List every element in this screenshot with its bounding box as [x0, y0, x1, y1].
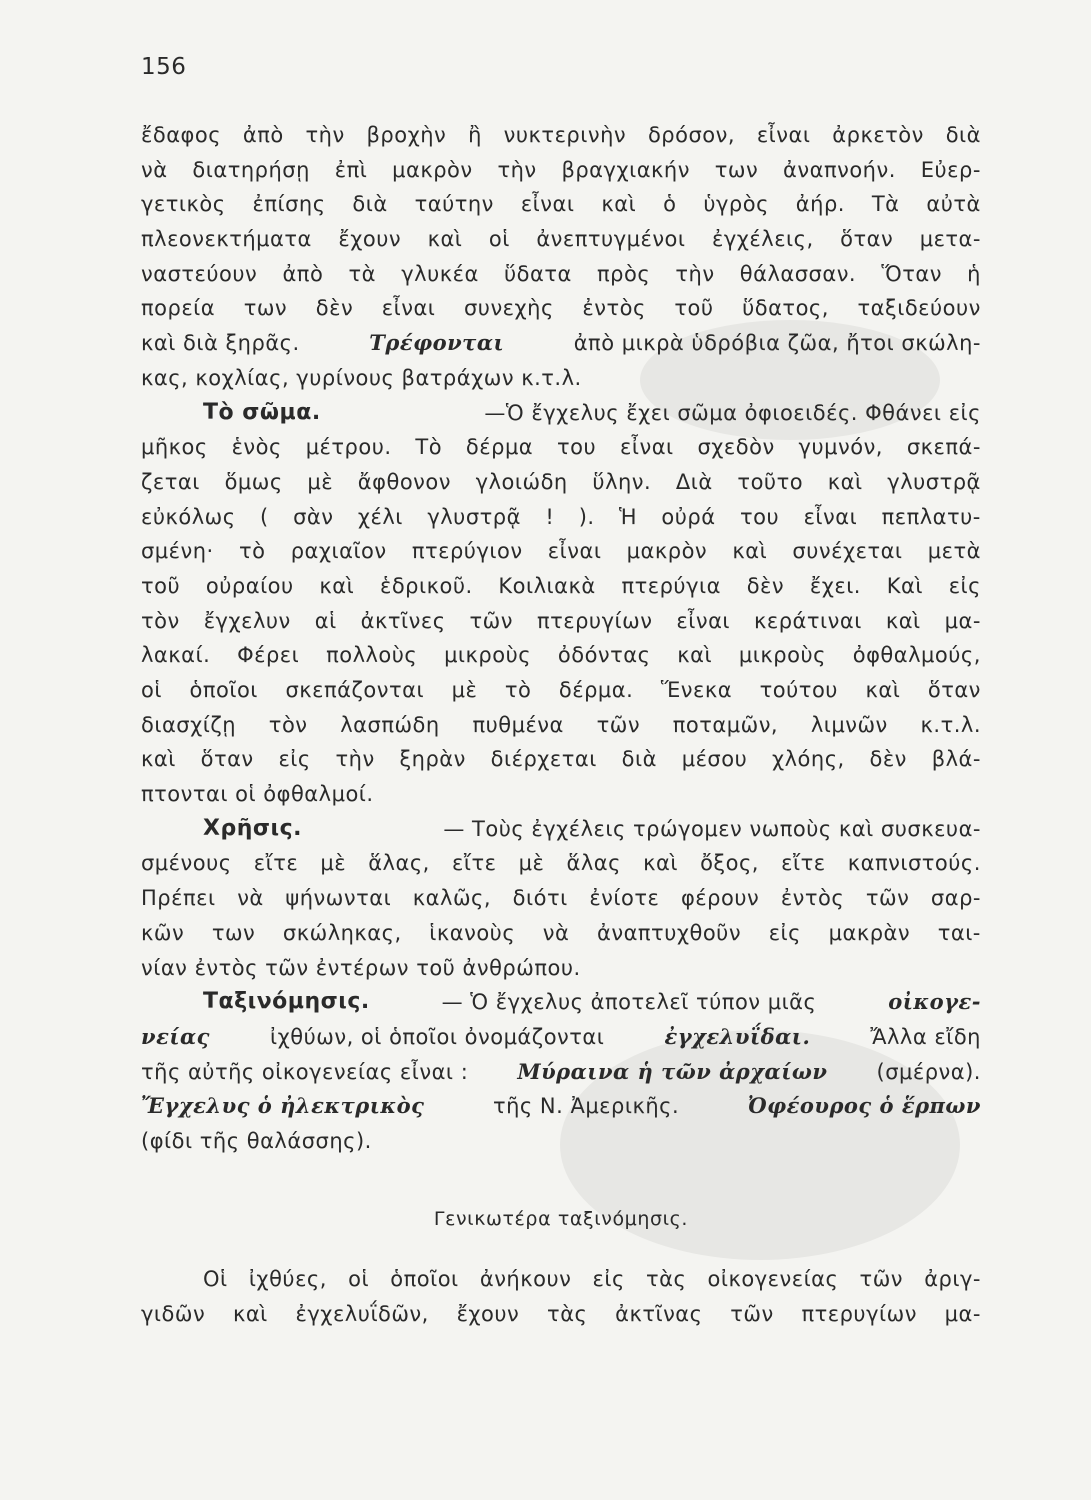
word: σχεδὸν [697, 435, 775, 460]
text-line [141, 1124, 981, 1159]
word: διατηρήσῃ [192, 157, 310, 182]
word: ζεται [141, 469, 200, 494]
word: πεπλατυ- [881, 504, 981, 529]
word: ἱκανοὺς [429, 920, 516, 945]
word: αἱ [314, 608, 337, 633]
word: νὰ [542, 920, 570, 945]
text-line [141, 673, 981, 708]
word: ται- [937, 920, 981, 945]
word: μῆκος [141, 435, 208, 460]
word: ἐντὸς [582, 296, 646, 321]
word: ἰχθύες, [248, 1267, 327, 1291]
word: ἀναπτυχθοῦν [597, 920, 742, 945]
text-segment: τῆς αὐτῆς οἰκογενείας εἶναι : [141, 1059, 469, 1084]
word: ἀνεπτυγμένοι [536, 227, 686, 252]
word: ραχιαῖον [290, 539, 387, 564]
word: ἀπὸ [242, 123, 284, 147]
word: ὁποῖοι [390, 1267, 459, 1291]
word: εἴτε [452, 851, 497, 876]
word: σκεπά- [906, 435, 981, 460]
text-segment: Ἄλλα εἴδη [870, 1024, 981, 1049]
word: πλεονεκτήματα [141, 227, 312, 252]
word: ἔγχελυν [203, 608, 291, 633]
word: ταύτην [414, 192, 494, 217]
word: τὴν [305, 123, 345, 147]
word: των [211, 920, 256, 945]
word: ναστεύουν [141, 261, 258, 286]
word: διὰ [352, 192, 388, 217]
word: Ἕνεκα [660, 678, 733, 702]
word: γιδῶν [141, 1301, 206, 1326]
word: δὲν [315, 296, 354, 321]
word: σκεπάζονται [285, 678, 425, 702]
word: ὁποῖοι [189, 678, 258, 702]
word: δρόσον, [647, 123, 736, 147]
word: Τὸ [415, 435, 443, 460]
text-line [141, 777, 981, 812]
text-segment: ἰχθύων, οἱ ὁποῖοι ὀνομάζονται [270, 1024, 605, 1049]
word: λασπώδη [340, 712, 440, 737]
word: ὕλην. [592, 469, 652, 494]
word: οἰκογενείας [707, 1267, 839, 1291]
word: καὶ [643, 851, 678, 876]
word: ἀπὸ [282, 261, 324, 286]
word: ἑδρικοῦ. [379, 573, 473, 598]
word: γλυστρᾷ [427, 504, 521, 529]
word: οἱ [488, 227, 510, 252]
text-line [141, 118, 981, 153]
word: γλυστρᾷ [887, 469, 981, 494]
word: οὐραίου [205, 573, 294, 598]
word: καὶ [141, 747, 176, 772]
word: ποταμῶν, [672, 712, 779, 737]
word: καλῶς, [412, 886, 492, 911]
word: οὐρά [661, 504, 716, 529]
word: τὸν [268, 712, 308, 737]
text-line [141, 638, 981, 673]
text-segment: ἀπὸ μικρὰ ὑδρόβια ζῶα, ἤτοι σκώλη- [573, 331, 981, 356]
text-line [141, 1055, 981, 1090]
word: ταξιδεύουν [857, 296, 981, 321]
word: μὲ [451, 678, 478, 702]
text-line [141, 812, 981, 847]
word: ἀρκετὸν [832, 123, 924, 147]
word: κῶν [141, 920, 185, 945]
word: Οἱ [203, 1267, 228, 1291]
word: εἰς [948, 573, 981, 598]
word: μὲ [307, 469, 334, 494]
word: ἀριγ- [924, 1267, 981, 1291]
word: ). [578, 504, 595, 529]
word: εἶναι [676, 608, 731, 633]
word: Εὐερ- [920, 157, 981, 182]
word: μετὰ [927, 539, 981, 564]
text-segment: — Τοὺς ἐγχέλεις τρώγομεν νωποὺς καὶ συσκευα- [443, 816, 981, 841]
word: Κοιλιακὰ [498, 573, 596, 598]
word: Φέρει [237, 643, 300, 668]
word: πορεία [141, 296, 216, 321]
word: καπνιστούς. [847, 851, 981, 876]
word: τοῦ [141, 573, 181, 598]
word: λιμνῶν [810, 712, 888, 737]
word: διὰ [945, 123, 981, 147]
word: διότι [512, 886, 568, 911]
word: πρὸς [597, 261, 651, 286]
text-segment: καὶ διὰ ξηρᾶς. [141, 331, 300, 356]
italic-term: Τρέφονται [369, 330, 505, 356]
word: ἐνίοτε [589, 886, 660, 911]
word: καὶ [232, 1301, 268, 1326]
word: κ.τ.λ. [920, 712, 981, 737]
word: ἀκτῖνας [615, 1301, 703, 1326]
word: τῶν [469, 608, 513, 633]
word: εἶναι [520, 192, 575, 217]
text-line [141, 187, 981, 222]
word: δὲν [746, 573, 785, 598]
word: τὰς [646, 1267, 687, 1291]
word: καὶ [827, 469, 863, 494]
word: Τὰ [871, 192, 900, 217]
word: διασχίζῃ [141, 712, 237, 737]
word: μὲ [320, 851, 347, 876]
text-segment: (σμέρνα). [876, 1059, 981, 1084]
word: τὴν [335, 747, 375, 772]
text-line [141, 534, 981, 569]
word: ! [545, 504, 555, 529]
italic-term: νείας [141, 1023, 210, 1049]
word: γυμνόν, [798, 435, 883, 460]
word: μικροὺς [738, 643, 826, 668]
word: ἄφθονον [357, 469, 451, 494]
word: σὰν [293, 504, 334, 529]
word: ἐντὸς [780, 886, 845, 911]
text-segment: τῆς Ν. Ἀμερικῆς. [492, 1094, 680, 1119]
word: συνέχεται [792, 539, 903, 564]
word: του [740, 504, 780, 529]
word: μα- [944, 608, 981, 633]
word: μικροὺς [444, 643, 532, 668]
word: νὰ [237, 886, 264, 911]
word: τὰ [348, 261, 377, 286]
text-line [141, 881, 981, 916]
text-line [141, 465, 981, 500]
word: βλά- [931, 747, 981, 772]
italic-term: Μύραινα ἡ τῶν ἀρχαίων [517, 1058, 828, 1084]
word: ἡ [967, 261, 981, 286]
text-line [141, 430, 981, 465]
section-heading-general: Γενικωτέρα ταξινόμησις. [433, 1208, 689, 1230]
word: πολλοὺς [326, 643, 418, 668]
word: οἱ [141, 678, 162, 702]
word: μακρὰν [828, 920, 911, 945]
word: μα- [944, 1301, 981, 1326]
text-segment: κας, κοχλίας, γυρίνους βατράχων κ.τ.λ. [141, 365, 582, 390]
text-line [141, 985, 981, 1020]
word: τὰς [547, 1301, 588, 1326]
word: πτερύγιον [411, 539, 523, 564]
section-heading-chrisis: Χρῆσις. [203, 815, 302, 841]
word: Ἡ [618, 504, 638, 529]
word: ὅμως [224, 469, 283, 494]
word: καὶ [732, 539, 768, 564]
word: ἅλας [566, 851, 621, 876]
body-text [141, 118, 981, 1159]
word: εὐκόλως [141, 504, 236, 529]
text-segment: —Ὁ ἔγχελυς ἔχει σῶμα ὀφιοειδές. Φθάνει εἰς [484, 400, 981, 425]
word: μετα- [919, 227, 981, 252]
word: ἔχει. [809, 573, 861, 598]
text-line [141, 569, 981, 604]
word: ἔδαφος [141, 123, 222, 147]
text-line [141, 291, 981, 326]
word: ξηρὰν [399, 747, 466, 772]
text-line [141, 1262, 981, 1297]
word: μακρὸν [626, 539, 708, 564]
word: εἶναι [803, 504, 858, 529]
word: τοῦ [674, 296, 714, 321]
word: ὅταν [200, 747, 254, 772]
word: εἶναι [381, 296, 436, 321]
text-line [141, 500, 981, 535]
word: νὰ [141, 157, 168, 182]
word: εἴτε [253, 851, 299, 876]
word: ὅταν [840, 227, 894, 252]
word: εἰς [592, 1267, 625, 1291]
word: τὸ [504, 678, 532, 702]
text-line [141, 257, 981, 292]
word: βροχὴν [366, 123, 447, 147]
word: χλόης, [772, 747, 845, 772]
word: εἶναι [756, 123, 811, 147]
text-segment: (φίδι τῆς θαλάσσης). [141, 1128, 372, 1153]
italic-term: ἐγχελυΐδαι. [664, 1023, 811, 1049]
word: ὕδατος, [742, 296, 829, 321]
word: σκώληκας, [282, 920, 402, 945]
word: ἀνήκουν [479, 1267, 572, 1291]
word: πτερύγια [621, 573, 721, 598]
word: ὁ [663, 192, 677, 217]
word: ἐπίσης [252, 192, 326, 217]
text-line [141, 326, 981, 361]
text-segment: — Ὁ ἔγχελυς ἀποτελεῖ τύπον μιᾶς [441, 990, 817, 1015]
italic-term: Ἔγχελυς ὁ ἠλεκτρικὸς [141, 1093, 425, 1119]
text-line [141, 153, 981, 188]
text-line [141, 742, 981, 777]
word: βραγχιακήν [561, 157, 690, 182]
text-line [141, 361, 981, 396]
word: ἀκτῖνες [360, 608, 446, 633]
text-line [141, 1297, 981, 1332]
word: γετικὸς [141, 192, 226, 217]
word: εἰς [278, 747, 311, 772]
italic-term: οἰκογε- [888, 989, 981, 1015]
word: πυθμένα [472, 712, 564, 737]
word: πτερυγίων [536, 608, 653, 633]
text-line [141, 222, 981, 257]
word: καὶ [427, 227, 463, 252]
word: δέρμα. [558, 678, 634, 702]
text-segment: πτονται οἱ ὀφθαλμοί. [141, 782, 374, 807]
word: ( [259, 504, 269, 529]
text-line [141, 846, 981, 881]
word: καὶ [677, 643, 713, 668]
word: μέσου [681, 747, 748, 772]
word: διέρχεται [490, 747, 597, 772]
word: δέρμα [465, 435, 534, 460]
word: σμένη· [141, 539, 214, 564]
word: των [714, 157, 759, 182]
word: διὰ [621, 747, 657, 772]
section-heading-taxinomisis: Ταξινόμησις. [203, 989, 370, 1015]
word: αὐτὰ [926, 192, 981, 217]
word: δὲν [869, 747, 907, 772]
word: μακρὸν [392, 157, 473, 182]
word: ἔχουν [456, 1301, 520, 1326]
word: ὑγρὸς [703, 192, 769, 217]
word: γλοιώδη [475, 469, 568, 494]
section-heading-soma: Τὸ σῶμα. [203, 399, 321, 425]
word: θάλασσαν. [739, 261, 857, 286]
word: ἅλας, [368, 851, 430, 876]
word: τούτου [759, 678, 838, 702]
word: ὄξος, [700, 851, 759, 876]
word: σμένους [141, 851, 232, 876]
word: του [557, 435, 597, 460]
text-segment: νίαν ἐντὸς τῶν ἐντέρων τοῦ ἀνθρώπου. [141, 955, 581, 980]
word: ἐγχελυΐδῶν, [295, 1301, 429, 1326]
text-line [141, 1089, 981, 1124]
text-line [141, 1020, 981, 1055]
word: γλυκέα [401, 261, 479, 286]
page-number: 156 [141, 54, 187, 80]
word: φέρουν [680, 886, 760, 911]
word: ἀναπνοήν. [783, 157, 896, 182]
italic-term: Ὀφέουρος ὁ ἕρπων [747, 1093, 981, 1119]
word: ἐπὶ [334, 157, 368, 182]
word: ἐγχέλεις, [712, 227, 814, 252]
word: εἰς [768, 920, 801, 945]
word: καὶ [865, 678, 901, 702]
word: καὶ [885, 608, 921, 633]
word: ἢ [468, 123, 482, 147]
text-line [141, 396, 981, 431]
word: καὶ [319, 573, 355, 598]
word: τῶν [859, 1267, 904, 1291]
word: ἔχουν [338, 227, 402, 252]
word: ψήνωνται [285, 886, 392, 911]
word: ἀήρ. [795, 192, 845, 217]
word: εἶναι [620, 435, 674, 460]
text-line [141, 916, 981, 951]
word: σαρ- [930, 886, 981, 911]
word: συνεχὴς [463, 296, 554, 321]
word: τὸ [238, 539, 266, 564]
word: μὲ [518, 851, 545, 876]
text-line [141, 604, 981, 639]
word: καὶ [601, 192, 637, 217]
word: τὴν [675, 261, 715, 286]
final-paragraph [141, 1262, 981, 1331]
word: ὀφθαλμούς, [852, 643, 981, 668]
word: τῶν [865, 886, 910, 911]
word: των [243, 296, 288, 321]
word: ὀδόντας [557, 643, 651, 668]
word: νυκτερινὴν [503, 123, 627, 147]
word: Διὰ [675, 469, 713, 494]
word: ὕδατα [504, 261, 572, 286]
text-line [141, 708, 981, 743]
word: πτερυγίων [801, 1301, 917, 1326]
word: χέλι [357, 504, 403, 529]
word: Πρέπει [141, 886, 216, 911]
word: τῶν [596, 712, 641, 737]
word: Ὅταν [881, 261, 942, 286]
word: τὴν [497, 157, 537, 182]
word: μέτρου. [305, 435, 392, 460]
word: τοῦτο [737, 469, 804, 494]
text-line [141, 951, 981, 986]
word: τὸν [141, 608, 180, 633]
word: εἴτε [781, 851, 826, 876]
word: τῶν [730, 1301, 774, 1326]
word: οἱ [348, 1267, 370, 1291]
word: κεράτιναι [754, 608, 862, 633]
word: ἑνὸς [231, 435, 282, 460]
word: λακαί. [141, 643, 211, 668]
word: εἶναι [547, 539, 602, 564]
word: ὅταν [927, 678, 981, 702]
word: Καὶ [886, 573, 923, 598]
